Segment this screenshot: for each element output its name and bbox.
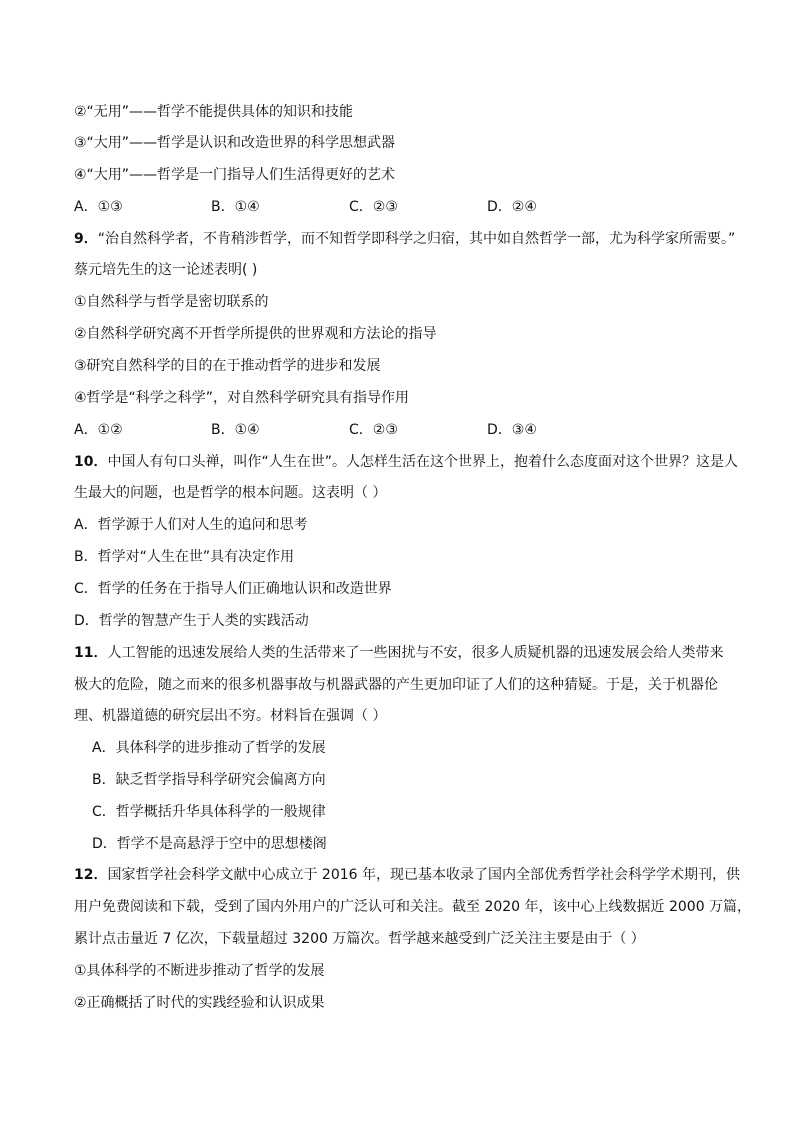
question-12-stem	[74, 866, 740, 884]
option-a: A．具体科学的进步推动了哲学的发展	[92, 740, 326, 756]
option-b: B．缺乏哲学指导科学研究会偏离方向	[92, 772, 326, 788]
question-11-stem-cont: 极大的危险，随之而来的很多机器事故与机器武器的产生更加印证了人们的这种猜疑。于是，关于机器伦	[74, 677, 718, 693]
statement-2: ②自然科学研究离不开哲学所提供的世界观和方法论的指导	[74, 326, 437, 342]
question-number: 10．	[74, 454, 108, 470]
question-number: 11．	[74, 645, 108, 661]
option-d: D．②④	[487, 199, 537, 215]
question-9-stem-cont: 蔡元培先生的这一论述表明( )	[74, 262, 258, 278]
question-12-stem-cont: 累计点击量近 7 亿次，下载量超过 3200 万篇次。哲学越来越受到广泛关注主要是由于（ ）	[74, 931, 645, 947]
question-text: 人工智能的迅速发展给人类的生活带来了一些困扰与不安，很多人质疑机器的迅速发展会给人类带来	[107, 645, 724, 661]
option-b: B．①④	[211, 422, 260, 438]
statement-3: ③研究自然科学的目的在于推动哲学的进步和发展	[74, 358, 381, 374]
option-a: A．哲学源于人们对人生的追问和思考	[74, 517, 308, 533]
question-11-stem-cont: 理、机器道德的研究层出不穷。材料旨在强调（ ）	[74, 708, 387, 724]
statement-1: ①自然科学与哲学是密切联系的	[74, 294, 269, 310]
option-d: D．哲学的智慧产生于人类的实践活动	[74, 613, 309, 629]
option-c: C．②③	[349, 199, 398, 215]
question-12-stem-cont: 用户免费阅读和下载，受到了国内外用户的广泛认可和关注。截至 2020 年，该中心上线数据近 2000 万篇，	[74, 899, 752, 915]
question-number: 12．	[74, 867, 108, 883]
question-text: 中国人有句口头禅，叫作“人生在世”。人怎样生活在这个世界上，抱着什么态度面对这个世界？这是人	[107, 454, 738, 470]
question-9-stem	[74, 230, 735, 248]
statement-4: ④“大用”——哲学是一门指导人们生活得更好的艺术	[74, 167, 396, 183]
option-c: C．哲学的任务在于指导人们正确地认识和改造世界	[74, 581, 392, 597]
option-a: A．①③	[74, 199, 123, 215]
question-11-stem	[74, 644, 723, 662]
statement-2: ②正确概括了时代的实践经验和认识成果	[74, 995, 325, 1011]
question-10-stem	[74, 453, 738, 471]
option-b: B．①④	[211, 199, 260, 215]
question-text: “治自然科学者，不肯稍涉哲学，而不知哲学即科学之归宿，其中如自然哲学一部，尤为科学家所需要。”	[97, 231, 736, 247]
statement-2: ②“无用”——哲学不能提供具体的知识和技能	[74, 104, 354, 120]
option-c: C．哲学概括升华具体科学的一般规律	[92, 804, 326, 820]
option-b: B．哲学对“人生在世”具有决定作用	[74, 549, 295, 565]
option-d: D．哲学不是高悬浮于空中的思想楼阁	[92, 836, 327, 852]
option-a: A．①②	[74, 422, 123, 438]
statement-1: ①具体科学的不断进步推动了哲学的发展	[74, 963, 325, 979]
statement-3: ③“大用”——哲学是认识和改造世界的科学思想武器	[74, 135, 396, 151]
option-c: C．②③	[349, 422, 398, 438]
statement-4: ④哲学是“科学之科学”，对自然科学研究具有指导作用	[74, 390, 410, 406]
question-number: 9．	[74, 231, 98, 247]
question-text: 国家哲学社会科学文献中心成立于 2016 年，现已基本收录了国内全部优秀哲学社会科学学术期刊，供	[107, 867, 741, 883]
option-d: D．③④	[487, 422, 537, 438]
question-10-stem-cont: 生最大的问题，也是哲学的根本问题。这表明（ ）	[74, 485, 387, 501]
